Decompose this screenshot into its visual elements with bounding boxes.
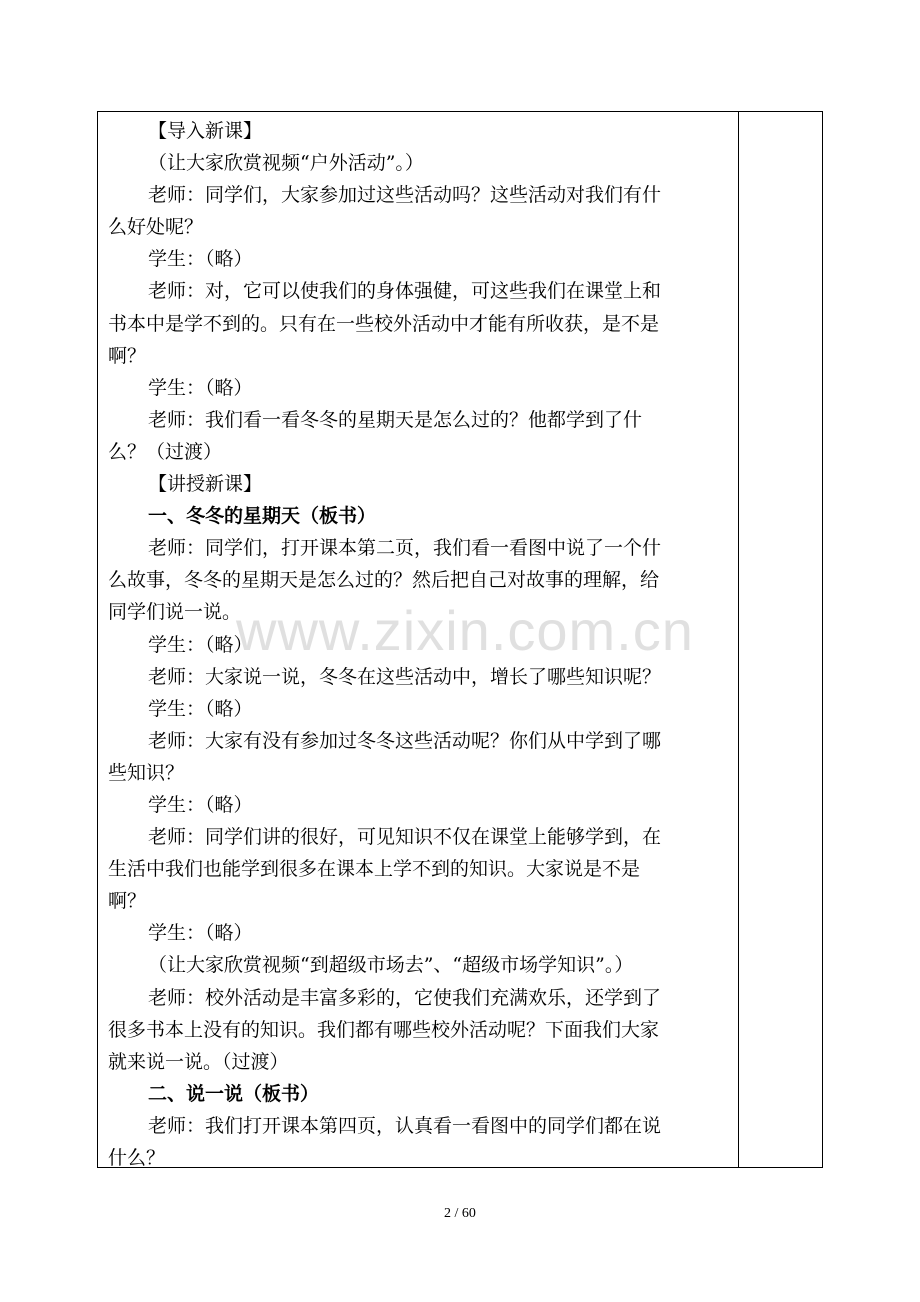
text-line: 【讲授新课】 bbox=[148, 473, 263, 496]
text-line: 同学们说一说。 bbox=[108, 601, 242, 624]
text-line: 啊？ bbox=[108, 890, 147, 913]
table-column-divider bbox=[738, 111, 739, 1168]
text-line: 学生：（略） bbox=[148, 697, 253, 720]
text-line: 么故事，冬冬的星期天是怎么过的？然后把自己对故事的理解，给 bbox=[108, 569, 660, 592]
text-line: 什么？ bbox=[108, 1147, 166, 1169]
section-heading: 一、冬冬的星期天（板书） bbox=[148, 505, 377, 528]
text-line: 学生：（略） bbox=[148, 633, 253, 656]
text-line: 啊？ bbox=[108, 344, 147, 367]
text-line: 学生：（略） bbox=[148, 248, 253, 271]
text-line: 老师：校外活动是丰富多彩的，它使我们充满欢乐，还学到了 bbox=[148, 986, 662, 1009]
text-line: 老师：同学们讲的很好，可见知识不仅在课堂上能够学到，在 bbox=[148, 826, 662, 849]
text-line: 生活中我们也能学到很多在课本上学不到的知识。大家说是不是 bbox=[108, 858, 641, 881]
text-line: 么？（过渡） bbox=[108, 440, 223, 463]
text-line: 老师：同学们，打开课本第二页，我们看一看图中说了一个什 bbox=[148, 537, 662, 560]
text-line: 些知识？ bbox=[108, 761, 185, 784]
text-line: 老师：大家说一说，冬冬在这些活动中，增长了哪些知识呢？ bbox=[148, 665, 662, 688]
text-line: 书本中是学不到的。只有在一些校外活动中才能有所收获，是不是 bbox=[108, 312, 660, 335]
text-line: 老师：同学们，大家参加过这些活动吗？这些活动对我们有什 bbox=[148, 184, 662, 207]
page-number: 2 / 60 bbox=[444, 1206, 476, 1221]
section-heading: 二、说一说（板书） bbox=[148, 1082, 320, 1105]
text-line: 就来说一说。（过渡） bbox=[108, 1050, 289, 1073]
text-line: （让大家欣赏视频“户外活动”。） bbox=[148, 152, 424, 175]
text-line: 很多书本上没有的知识。我们都有哪些校外活动呢？下面我们大家 bbox=[108, 1018, 660, 1041]
text-line: 【导入新课】 bbox=[148, 120, 263, 142]
text-line: 老师：我们看一看冬冬的星期天是怎么过的？他都学到了什 bbox=[148, 408, 643, 431]
text-line: 老师：对，它可以使我们的身体强健，可这些我们在课堂上和 bbox=[148, 280, 662, 303]
text-line: 学生：（略） bbox=[148, 376, 253, 399]
text-line: 老师：大家有没有参加过冬冬这些活动呢？你们从中学到了哪 bbox=[148, 729, 662, 752]
text-line: 么好处呢？ bbox=[108, 216, 204, 239]
text-line: 学生：（略） bbox=[148, 793, 253, 816]
watermark: www.zixin.com.cn bbox=[236, 599, 694, 662]
text-line: 老师：我们打开课本第四页，认真看一看图中的同学们都在说 bbox=[148, 1114, 662, 1137]
text-line: 学生：（略） bbox=[148, 922, 253, 945]
text-line: （让大家欣赏视频“到超级市场去”、“超级市场学知识”。） bbox=[148, 954, 634, 977]
